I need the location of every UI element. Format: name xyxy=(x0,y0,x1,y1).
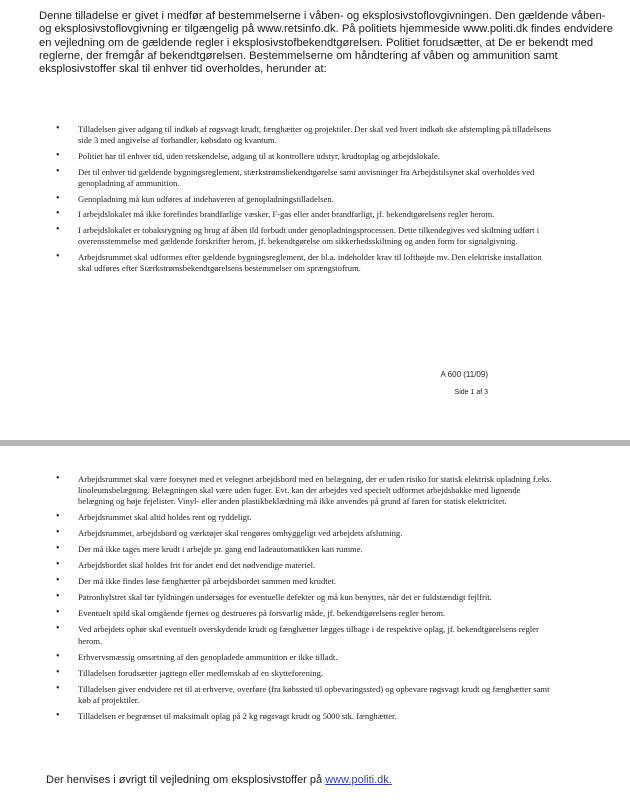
list-item: • Ved arbejdets ophør skal eventuelt overskydende krudt og fænghætter lægges tilbage i de respektive oplag, jf. bekendtgørelsens regler herom. xyxy=(56,624,556,646)
intro-paragraph: Denne tilladelse er givet i medfør af bestemmelserne i våben- og eksplosivstoflovgivningen. Den gældende våben- og eksplosivstoflovgivning er tilgængelig på www.retsinfo.dk. På politiets hjemmeside www.politi.dk findes endvidere en vejledning om de gældende regler i eksplosivstofbekendtgørelsen. Politiet forudsætter, at De er bekendt med reglerne, der fremgår af bekendtgørelsen. Bestemmelserne om håndtering af våben og ammunition samt eksplosivstoffer skal til enhver tid overholdes, herunder at: xyxy=(39,10,613,76)
list-item: • Patronhylstret skal før fyldningen undersøges for eventuelle defekter og må kun benyttes, når det er fuldstændigt fejlfrit. xyxy=(56,592,556,603)
list-item: • Tilladelsen giver endvidere ret til at erhverve, overføre (fra købssted til opbevaringssted) og opbevare røgsvagt krudt og fænghætter samt køb af projektiler. xyxy=(56,684,556,706)
footer-text: Der henvises i øvrigt til vejledning om eksplosivstoffer på xyxy=(46,774,326,786)
list-item: • Tilladelsen giver adgang til indkøb af røgsvagt krudt, fænghætter og projektiler. Der skal ved hvert indkøb ske afstempling på tilladelsens side 3 med angivelse af forhandler, købsdato og kvantum. xyxy=(56,124,552,146)
list-item: • Politiet har til enhver tid, uden retskendelse, adgang til at kontrollere udstyr, krudtoplag og arbejdslokale. xyxy=(56,151,552,162)
list-item: • Arbejdsrummet skal altid holdes rent og ryddeligt. xyxy=(56,512,556,523)
list-item: • I arbejdslokalet er tobaksrygning og brug af åben ild forbudt under genopladningsprocessen. Dette tilkendegives ved skiltning udført i overensstemmelse med gældende forskrifter herom, jf. bekendtgørelse om sikkerhedsskiltning og anden form for signalgivning. xyxy=(56,225,552,247)
list-item: • Arbejdsrummet skal udformes efter gældende bygningsreglement, der bl.a. indeholder krav til lofthøjde mv. Den elektriske installation skal udføres efter Stærkstrømsbekendtgørelsens bestemmelser om sprængstofrum. xyxy=(56,252,552,274)
list-item: • Eventuelt spild skal omgående fjernes og destrueres på forsvarlig måde, jf. bekendtgørelsens regler herom. xyxy=(56,608,556,619)
list-item: • Genopladning må kun udføres af indehaveren af genopladningstilladelsen. xyxy=(56,194,552,205)
politi-link[interactable]: www.politi.dk. xyxy=(325,774,392,786)
list-item: • Arbejdsrummet, arbejdsbord og værktøjer skal rengøres omhyggeligt ved arbejdets afslutning. xyxy=(56,528,556,539)
rules-list-page-2 xyxy=(56,474,556,727)
list-item: • Der må ikke tages mere krudt i arbejde pr. gang end ladeautomatikken kan rumme. xyxy=(56,544,556,555)
list-item: • Tilladelsen er begrænset til maksimalt oplag på 2 kg røgsvagt krudt og 5000 stk. fænghætter. xyxy=(56,711,556,722)
list-item: • Arbejdsbordet skal holdes frit for andet end det nødvendige materiel. xyxy=(56,560,556,571)
footer-note xyxy=(46,774,392,786)
rules-list-page-1 xyxy=(56,124,552,279)
list-item: • I arbejdslokalet må ikke forefindes brandfarlige væsker, F-gas eller andet brandfarligt, jf. bekendtgørelsens regler herom. xyxy=(56,209,552,220)
form-code: A 600 (11/09) xyxy=(440,370,488,379)
page-divider xyxy=(0,440,630,446)
list-item: • Tilladelsen forudsætter jagttegn eller medlemskab af en skytteforening. xyxy=(56,668,556,679)
page-number: Side 1 af 3 xyxy=(454,389,488,396)
list-item: • Der må ikke findes løse fænghætter på arbejdsbordet sammen med krudtet. xyxy=(56,576,556,587)
list-item: • Arbejdsrummet skal være forsynet med et velegnet arbejdsbord med en belægning, der er uden risiko for statisk elektrisk opladning f.eks. linoleumsbelægning. Belægningen skal være uden fuger. Evt. kan der arbejdes ved specielt udformet arbejdsbakke med lignende belægning og høje fejelister. Vinyl- eller anden plastikbeklædning må ikke anvendes på grund af faren for statisk elektricitet. xyxy=(56,474,556,508)
list-item: • Erhvervsmæssig omsætning af den genopladede ammunition er ikke tilladt. xyxy=(56,652,556,663)
list-item: • Det til enhver tid gældende bygningsreglement, stærkstrømsbekendtgørelse samt anvisninger fra Arbejdstilsynet skal overholdes ved genopladning af ammunition. xyxy=(56,167,552,189)
